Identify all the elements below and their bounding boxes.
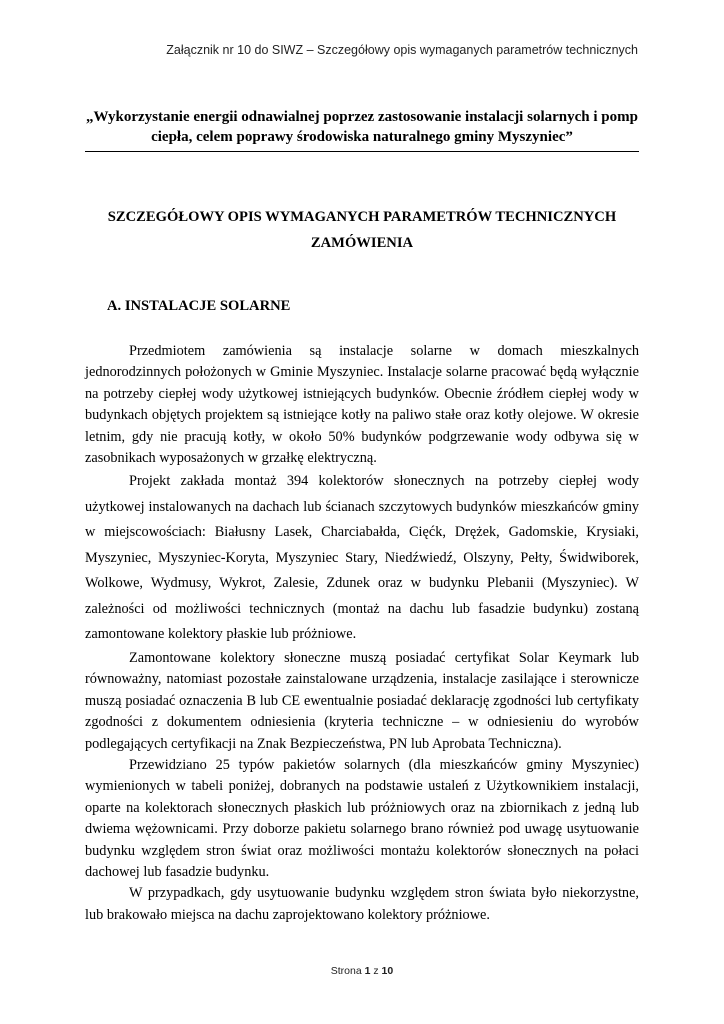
project-title: „Wykorzystanie energii odnawialnej poprzez zastosowanie instalacji solarnych i pomp ciepła, celem poprawy środowiska naturalnego gminy Myszyniec” xyxy=(85,107,639,152)
footer-page-total: 10 xyxy=(381,965,394,977)
paragraph-certification: Zamontowane kolektory słoneczne muszą posiadać certyfikat Solar Keymark lub równoważny, natomiast pozostałe zainstalowane urządzenia, instalacje zasilające i sterownicze muszą posiadać oznaczenia B lub CE ewentualnie posiadać deklarację zgodności lub certyfikaty zgodności z dokumentem odniesienia (kryteria techniczne – w odniesieniu do wyrobów podlegających certyfikacji na Znak Bezpieczeństwa, PN lub Aprobata Techniczna). xyxy=(85,649,639,752)
paragraph-package-types: Przewidziano 25 typów pakietów solarnych (dla mieszkańców gminy Myszyniec) wymienionych w tabeli poniżej, dobranych na podstawie ustaleń z Użytkownikiem instalacji, oparte na kolektorach słonecznych płaskich lub próżniowych oraz na zbiornikach z jedną lub dwiema wężownicami. Przy doborze pakietu solarnego brano również pod uwagę usytuowanie budynku względem stron świat oraz możliwości montażu kolektorów słonecznych na połaci dachowej lub fasadzie budynku. xyxy=(85,756,639,880)
paragraph-subject: Przedmiotem zamówienia są instalacje solarne w domach mieszkalnych jednorodzinnych położonych w Gminie Myszyniec. Instalacje solarne pracować będą wyłącznie na potrzeby ciepłej wody użytkowej istniejących budynków. Obecnie źródłem ciepłej wody w budynkach objętych projektem są istniejące kotły na paliwo stałe oraz kotły olejowe. W okresie letnim, gdy nie pracują kotły, w około 50% budynków podgrzewanie wody odbywa się w zasobnikach wyposażonych w grzałkę elektryczną. xyxy=(85,343,639,467)
paragraph-vacuum-collectors: W przypadkach, gdy usytuowanie budynku względem stron świata było niekorzystne, lub brakowało miejsca na dachu zaprojektowano kolektory próżniowe. xyxy=(85,885,639,923)
footer-of-label: z xyxy=(373,965,379,977)
document-title-line-1: SZCZEGÓŁOWY OPIS WYMAGANYCH PARAMETRÓW TECHNICZNYCH xyxy=(107,209,617,225)
document-title xyxy=(85,204,639,256)
paragraph-project-scope: Projekt zakłada montaż 394 kolektorów słonecznych na potrzeby ciepłej wody użytkowej instalowanych na dachach lub ścianach szczytowych budynków mieszkańców gminy w miejscowościach: Białusny Lasek, Charciabałda, Cięćk, Drężek, Gadomskie, Krysiaki, Myszyniec, Myszyniec-Koryta, Myszyniec Stary, Niedźwiedź, Olszyny, Pełty, Świdwiborek, Wolkowe, Wydmusy, Wykrot, Zalesie, Zdunek oraz w budynku Plebanii (Myszyniec). W zależności od możliwości technicznych (montaż na dachu lub fasadzie budynku) zostaną zamontowane kolektory płaskie lub próżniowe. xyxy=(85,473,639,643)
section-body xyxy=(85,341,639,926)
attachment-header-note: Załącznik nr 10 do SIWZ – Szczegółowy opis wymaganych parametrów technicznych xyxy=(166,43,638,57)
page-footer xyxy=(0,965,724,977)
document-title-line-2: ZAMÓWIENIA xyxy=(310,235,414,251)
section-heading-solar-installations: A. INSTALACJE SOLARNE xyxy=(107,298,291,314)
footer-page-label: Strona xyxy=(330,965,362,977)
footer-page-number: 1 xyxy=(364,965,371,977)
